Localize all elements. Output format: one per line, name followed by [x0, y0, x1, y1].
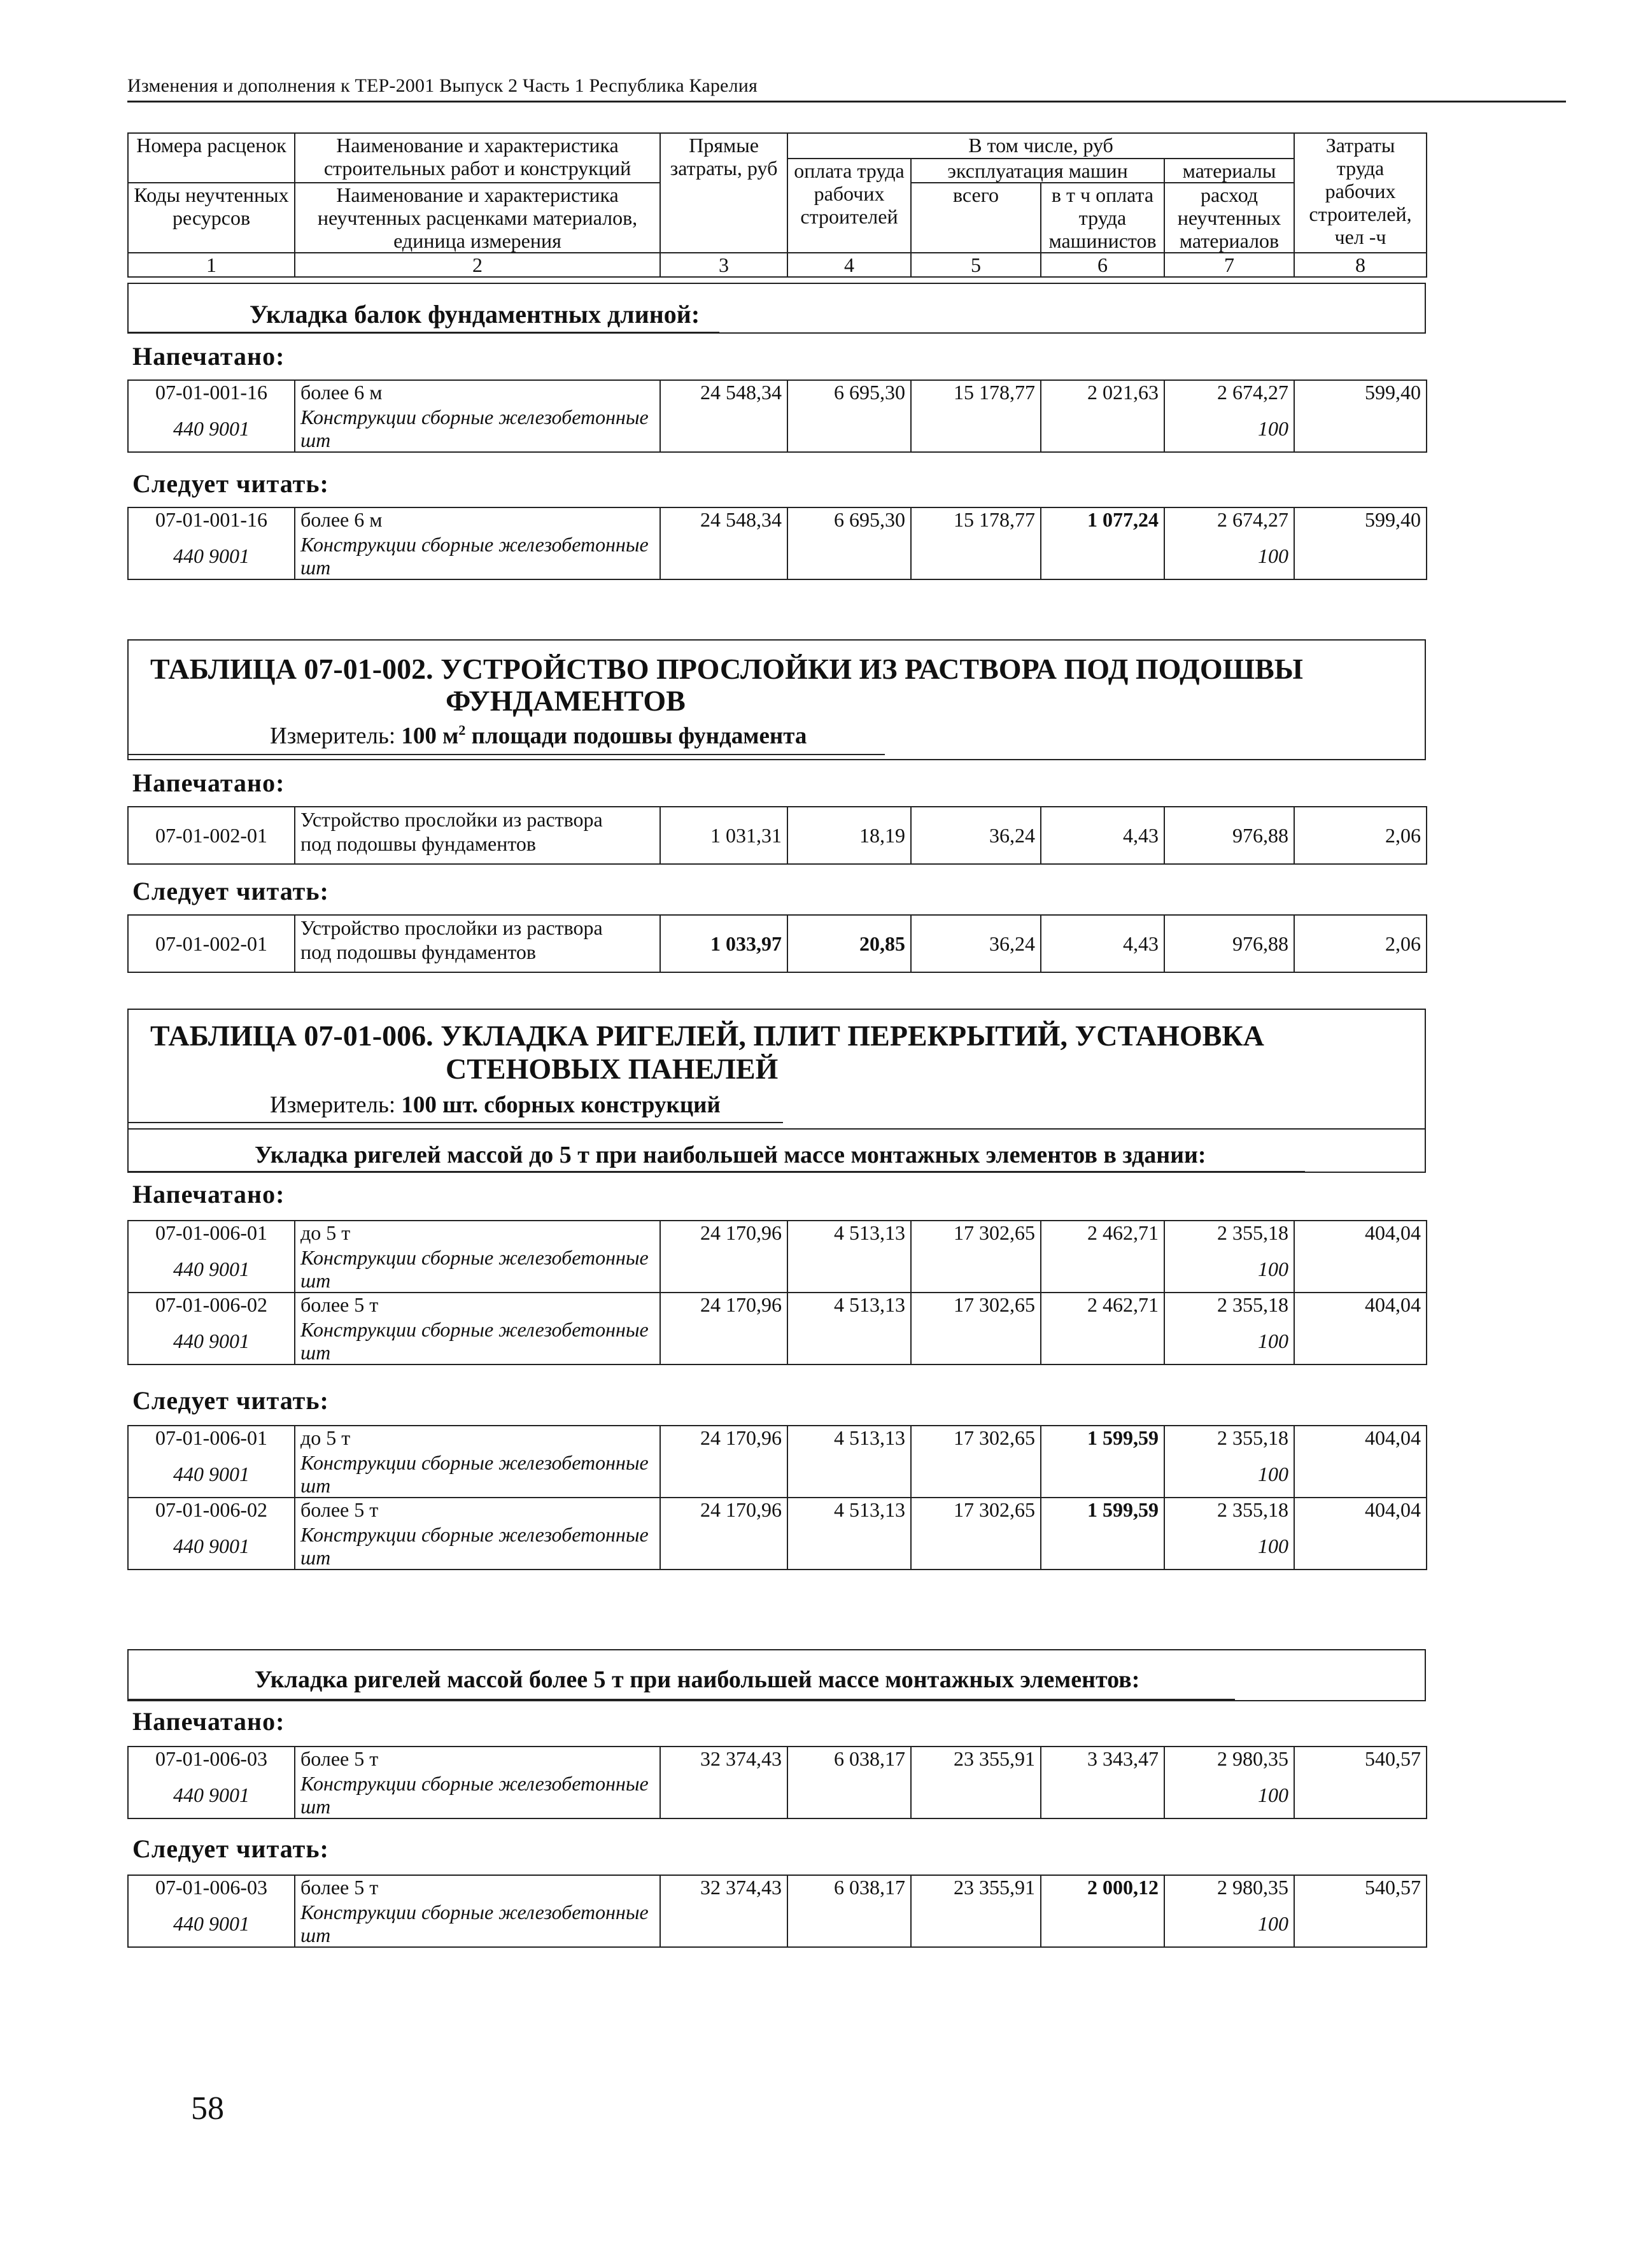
header-resource-codes: Коды неучтенных ресурсов — [128, 183, 295, 253]
worker-pay: 6 695,30 — [787, 507, 911, 579]
materials: 2 355,18 — [1164, 1426, 1294, 1451]
resource-code: 440 9001 — [128, 1901, 295, 1947]
work-name: более 6 м — [295, 507, 660, 533]
work-name: до 5 т — [295, 1426, 660, 1451]
materials: 976,88 — [1164, 915, 1294, 972]
operator-pay: 2 462,71 — [1041, 1221, 1164, 1293]
header-rule — [127, 101, 1566, 103]
section2-printed-table — [127, 806, 1427, 865]
should-read-label-2: Следует читать: — [132, 877, 329, 905]
work-name: более 6 м — [295, 380, 660, 406]
operator-pay: 2 462,71 — [1041, 1293, 1164, 1364]
unit-superscript: 2 — [458, 722, 466, 738]
work-name: более 5 т — [295, 1293, 660, 1318]
labor-hours: 540,57 — [1294, 1875, 1427, 1947]
worker-pay: 4 513,13 — [787, 1221, 911, 1293]
header-direct-costs: Прямые затраты, руб — [660, 133, 787, 253]
header-material-usage: расход неучтенных материалов — [1164, 183, 1294, 253]
resource-code: 440 9001 — [128, 1772, 295, 1818]
labor-hours: 404,04 — [1294, 1498, 1427, 1570]
resource-name: Конструкции сборные железобетонные шт — [295, 1523, 660, 1570]
worker-pay: 6 695,30 — [787, 380, 911, 452]
work-name: более 5 т — [295, 1747, 660, 1772]
resource-name: Конструкции сборные железобетонные шт — [295, 533, 660, 579]
printed-label-4: Напечатано: — [132, 1707, 285, 1736]
resource-code: 440 9001 — [128, 1246, 295, 1293]
table-row — [128, 1293, 1427, 1318]
measurement-unit-07-01-002 — [270, 722, 807, 749]
worker-pay: 4 513,13 — [787, 1293, 911, 1364]
direct-costs: 24 548,34 — [660, 507, 787, 579]
header-num-3: 3 — [660, 253, 787, 277]
labor-hours: 2,06 — [1294, 807, 1427, 864]
work-name-line1: Устройство прослойки из раствора — [300, 916, 603, 939]
header-labor-hours: Затраты труда рабочих строителей, чел -ч — [1294, 133, 1427, 253]
labor-hours: 599,40 — [1294, 380, 1427, 452]
header-machine-operation: эксплуатация машин — [911, 159, 1164, 183]
materials: 976,88 — [1164, 807, 1294, 864]
resource-code: 440 9001 — [128, 406, 295, 452]
should-read-label-3: Следует читать: — [132, 1386, 329, 1415]
resource-name: Конструкции сборные железобетонные шт — [295, 1451, 660, 1498]
worker-pay: 6 038,17 — [787, 1875, 911, 1947]
materials: 2 674,27 — [1164, 380, 1294, 406]
table-row — [128, 1498, 1427, 1523]
machines-total: 23 355,91 — [911, 1875, 1041, 1947]
header-num-1: 1 — [128, 253, 295, 277]
column-header-table — [127, 132, 1427, 278]
material-quantity: 100 — [1164, 533, 1294, 579]
work-name-line2: под подошвы фундаментов — [300, 940, 537, 963]
rate-code: 07-01-001-16 — [128, 507, 295, 533]
machines-total: 17 302,65 — [911, 1498, 1041, 1570]
material-quantity: 100 — [1164, 406, 1294, 452]
machines-total: 23 355,91 — [911, 1747, 1041, 1818]
printed-label-1: Напечатано: — [132, 342, 285, 371]
material-quantity: 100 — [1164, 1246, 1294, 1293]
worker-pay: 4 513,13 — [787, 1498, 911, 1570]
material-quantity: 100 — [1164, 1318, 1294, 1364]
direct-costs: 24 170,96 — [660, 1293, 787, 1364]
direct-costs: 24 170,96 — [660, 1426, 787, 1498]
page-number: 58 — [191, 2090, 224, 2127]
header-worker-pay: оплата труда рабочих строителей — [787, 159, 911, 253]
worker-pay: 18,19 — [787, 807, 911, 864]
material-quantity: 100 — [1164, 1523, 1294, 1570]
rate-code: 07-01-006-03 — [128, 1875, 295, 1901]
work-name: до 5 т — [295, 1221, 660, 1246]
table-row — [128, 1747, 1427, 1772]
section3-subtitle-underline — [127, 1171, 1305, 1172]
labor-hours: 404,04 — [1294, 1293, 1427, 1364]
table-row — [128, 1426, 1427, 1451]
should-read-label-4: Следует читать: — [132, 1834, 329, 1863]
unit-underline — [127, 1122, 783, 1123]
operator-pay: 3 343,47 — [1041, 1747, 1164, 1818]
machines-total: 17 302,65 — [911, 1293, 1041, 1364]
printed-label-3: Напечатано: — [132, 1180, 285, 1208]
section4-corrected-table — [127, 1875, 1427, 1948]
direct-costs-corrected: 1 033,97 — [660, 915, 787, 972]
materials: 2 674,27 — [1164, 507, 1294, 533]
materials: 2 355,18 — [1164, 1221, 1294, 1246]
rate-code: 07-01-002-01 — [128, 807, 295, 864]
work-name-line2: под подошвы фундаментов — [300, 832, 537, 855]
resource-code: 440 9001 — [128, 533, 295, 579]
header-num-5: 5 — [911, 253, 1041, 277]
machines-total: 17 302,65 — [911, 1426, 1041, 1498]
machines-total: 15 178,77 — [911, 380, 1041, 452]
work-name: более 5 т — [295, 1498, 660, 1523]
section1-corrected-table — [127, 507, 1427, 580]
operator-pay-corrected: 1 077,24 — [1041, 507, 1164, 579]
resource-name: Конструкции сборные железобетонные шт — [295, 1246, 660, 1293]
section3-subtitle: Укладка ригелей массой до 5 т при наибольшей массе монтажных элементов в здании: — [255, 1142, 1206, 1168]
operator-pay: 2 021,63 — [1041, 380, 1164, 452]
unit-prefix: Измеритель: — [270, 723, 396, 749]
rate-code: 07-01-001-16 — [128, 380, 295, 406]
material-quantity: 100 — [1164, 1451, 1294, 1498]
worker-pay: 4 513,13 — [787, 1426, 911, 1498]
table-row — [128, 807, 1427, 864]
running-header: Изменения и дополнения к ТЕР-2001 Выпуск 2 Часть 1 Республика Карелия — [127, 75, 758, 96]
table-row — [128, 915, 1427, 972]
resource-name: Конструкции сборные железобетонные шт — [295, 406, 660, 452]
work-name-line1: Устройство прослойки из раствора — [300, 808, 603, 831]
section2-corrected-table — [127, 914, 1427, 973]
machines-total: 36,24 — [911, 915, 1041, 972]
direct-costs: 24 170,96 — [660, 1498, 787, 1570]
table-row — [128, 1875, 1427, 1901]
header-num-4: 4 — [787, 253, 911, 277]
header-machines-total: всего — [911, 183, 1041, 253]
direct-costs: 32 374,43 — [660, 1747, 787, 1818]
worker-pay-corrected: 20,85 — [787, 915, 911, 972]
resource-code: 440 9001 — [128, 1318, 295, 1364]
unit-underline — [127, 754, 885, 755]
header-num-2: 2 — [295, 253, 660, 277]
resource-name: Конструкции сборные железобетонные шт — [295, 1772, 660, 1818]
section4-title-underline — [127, 1699, 1235, 1700]
resource-code: 440 9001 — [128, 1451, 295, 1498]
table-title-07-01-006-line2: СТЕНОВЫХ ПАНЕЛЕЙ — [446, 1052, 779, 1085]
table-title-07-01-002-line1: ТАБЛИЦА 07-01-002. УСТРОЙСТВО ПРОСЛОЙКИ ИЗ РАСТВОРА ПОД ПОДОШВЫ — [150, 653, 1303, 685]
section1-printed-table — [127, 379, 1427, 453]
materials: 2 355,18 — [1164, 1293, 1294, 1318]
rate-code: 07-01-006-02 — [128, 1498, 295, 1523]
section3-corrected-table — [127, 1425, 1427, 1570]
resource-name: Конструкции сборные железобетонные шт — [295, 1318, 660, 1364]
unit-value: 100 шт. сборных конструкций — [401, 1092, 721, 1118]
section1-title-underline — [127, 332, 719, 333]
rate-code: 07-01-006-02 — [128, 1293, 295, 1318]
table-title-07-01-006-line1: ТАБЛИЦА 07-01-006. УКЛАДКА РИГЕЛЕЙ, ПЛИТ ПЕРЕКРЫТИЙ, УСТАНОВКА — [150, 1019, 1264, 1052]
direct-costs: 1 031,31 — [660, 807, 787, 864]
section3-printed-table — [127, 1220, 1427, 1365]
rate-code: 07-01-002-01 — [128, 915, 295, 972]
should-read-label-1: Следует читать: — [132, 469, 329, 498]
resource-code: 440 9001 — [128, 1523, 295, 1570]
header-rates-numbers: Номера расценок — [128, 133, 295, 183]
header-materials: материалы — [1164, 159, 1294, 183]
unit-value: 100 м — [401, 723, 459, 749]
table-row — [128, 380, 1427, 406]
materials: 2 980,35 — [1164, 1747, 1294, 1772]
labor-hours: 599,40 — [1294, 507, 1427, 579]
header-num-8: 8 — [1294, 253, 1427, 277]
labor-hours: 404,04 — [1294, 1221, 1427, 1293]
rate-code: 07-01-006-01 — [128, 1221, 295, 1246]
labor-hours: 2,06 — [1294, 915, 1427, 972]
labor-hours: 540,57 — [1294, 1747, 1427, 1818]
worker-pay: 6 038,17 — [787, 1747, 911, 1818]
materials: 2 980,35 — [1164, 1875, 1294, 1901]
direct-costs: 32 374,43 — [660, 1875, 787, 1947]
labor-hours: 404,04 — [1294, 1426, 1427, 1498]
operator-pay: 4,43 — [1041, 915, 1164, 972]
operator-pay: 4,43 — [1041, 807, 1164, 864]
printed-label-2: Напечатано: — [132, 769, 285, 797]
header-num-6: 6 — [1041, 253, 1164, 277]
machines-total: 15 178,77 — [911, 507, 1041, 579]
header-num-7: 7 — [1164, 253, 1294, 277]
header-operator-pay: в т ч оплата труда машинистов — [1041, 183, 1164, 253]
direct-costs: 24 548,34 — [660, 380, 787, 452]
header-work-name: Наименование и характеристика строительных работ и конструкций — [295, 133, 660, 183]
machines-total: 36,24 — [911, 807, 1041, 864]
operator-pay-corrected: 1 599,59 — [1041, 1426, 1164, 1498]
unit-rest: площади подошвы фундамента — [471, 723, 807, 749]
unit-prefix: Измеритель: — [270, 1092, 396, 1118]
table-title-07-01-002-line2: ФУНДАМЕНТОВ — [446, 684, 686, 717]
materials: 2 355,18 — [1164, 1498, 1294, 1523]
rate-code: 07-01-006-01 — [128, 1426, 295, 1451]
material-quantity: 100 — [1164, 1772, 1294, 1818]
material-quantity: 100 — [1164, 1901, 1294, 1947]
operator-pay-corrected: 2 000,12 — [1041, 1875, 1164, 1947]
machines-total: 17 302,65 — [911, 1221, 1041, 1293]
section4-title: Укладка ригелей массой более 5 т при наибольшей массе монтажных элементов: — [255, 1666, 1140, 1693]
direct-costs: 24 170,96 — [660, 1221, 787, 1293]
operator-pay-corrected: 1 599,59 — [1041, 1498, 1164, 1570]
table-row — [128, 507, 1427, 533]
rate-code: 07-01-006-03 — [128, 1747, 295, 1772]
header-material-name: Наименование и характеристика неучтенных расценками материалов, единица измерения — [295, 183, 660, 253]
work-name: более 5 т — [295, 1875, 660, 1901]
table-row — [128, 1221, 1427, 1246]
section4-printed-table — [127, 1746, 1427, 1819]
section1-title: Укладка балок фундаментных длиной: — [250, 300, 700, 329]
header-including: В том числе, руб — [787, 133, 1294, 159]
resource-name: Конструкции сборные железобетонные шт — [295, 1901, 660, 1947]
measurement-unit-07-01-006 — [270, 1091, 721, 1119]
